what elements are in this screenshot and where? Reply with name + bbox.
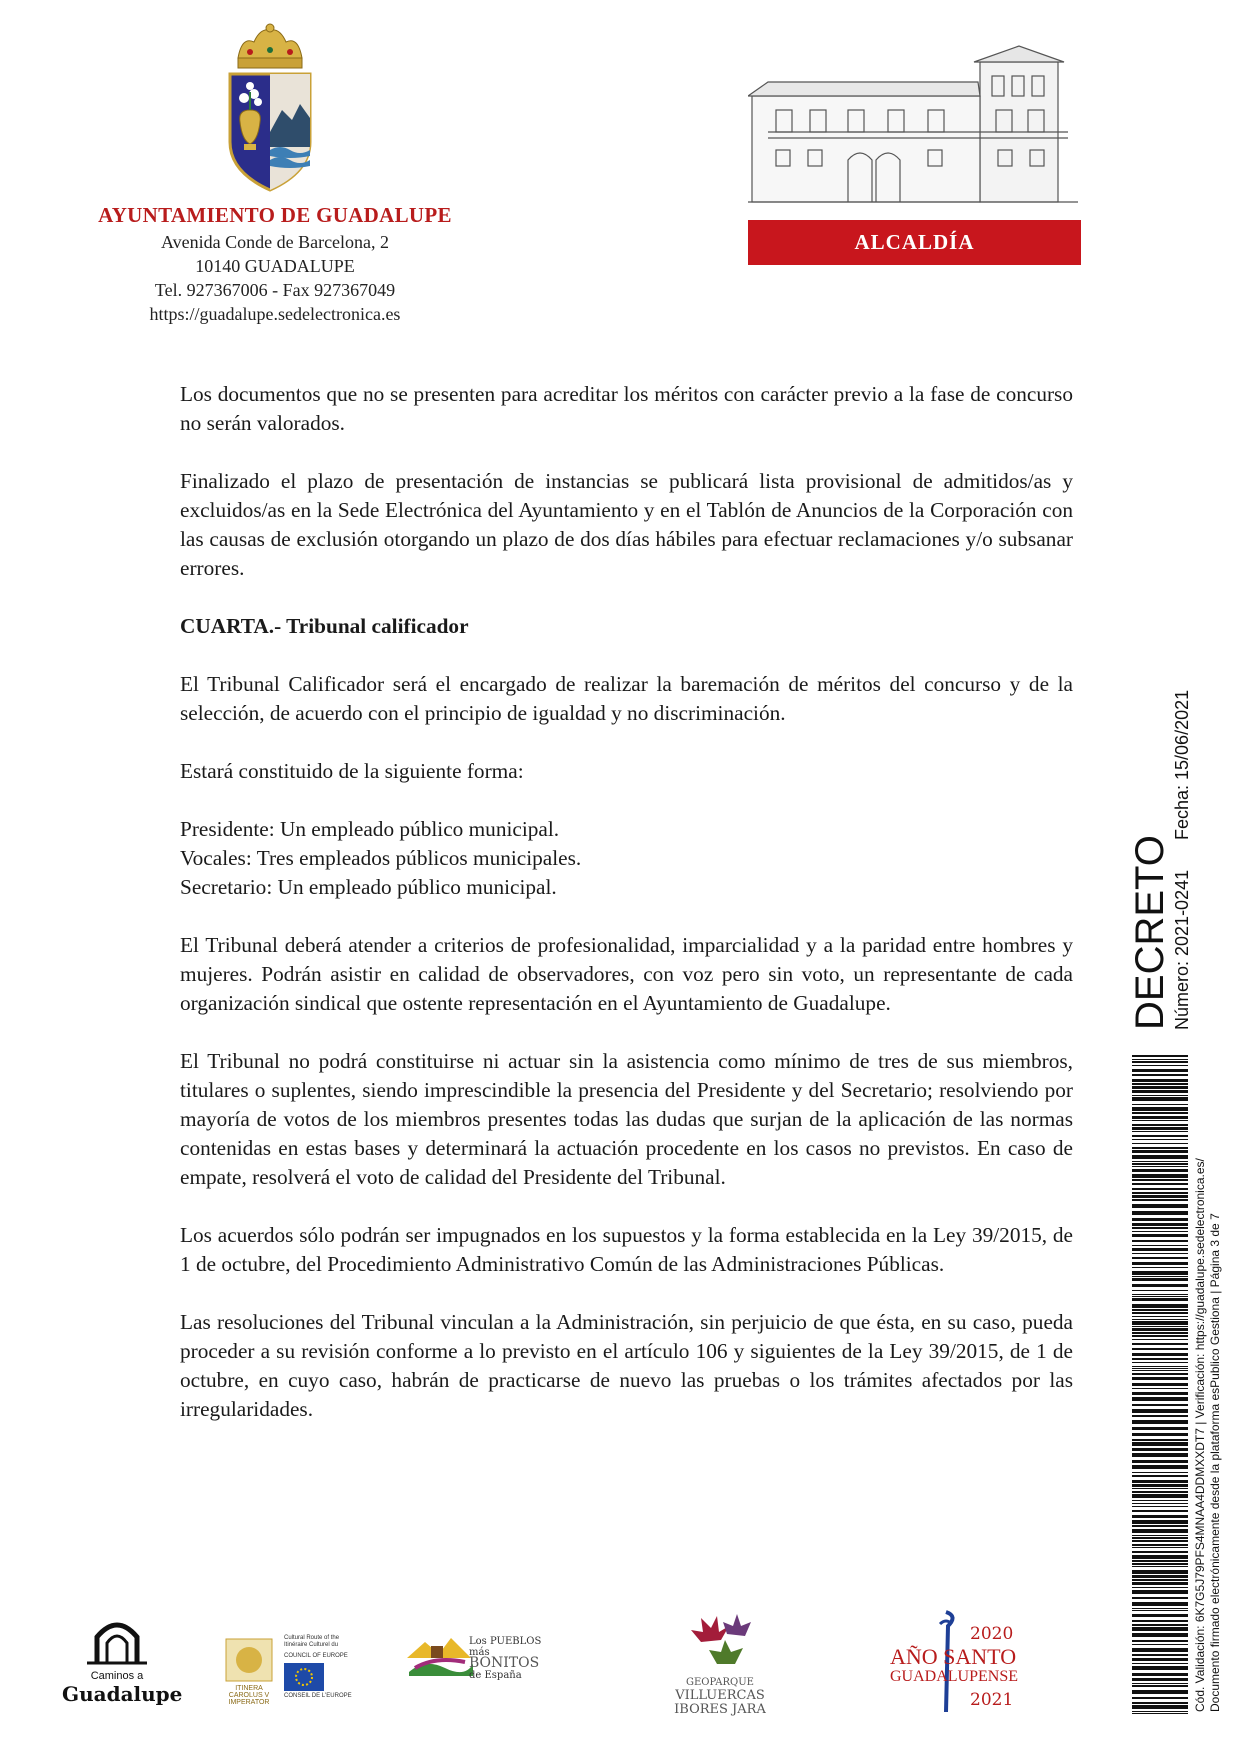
department-banner: ALCALDÍA [748, 220, 1081, 265]
cultural-route-line2: Itinéraire Culturel du [284, 1642, 339, 1648]
paragraph-resolutions: Las resoluciones del Tribunal vinculan a la Administración, sin perjuicio de que ésta, en su caso, pueda proceder a su revisión conforme a lo previsto en el artículo 106 y siguientes de la Ley 39/2015, de 1 de octubre, en cuyo caso, habrán de practicarse de nuevo las pruebas o los trámites afectados por las irregularidades. [180, 1310, 1073, 1421]
ano-santo-line1: AÑO SANTO [890, 1644, 1017, 1669]
pueblos-line2: BONITOS [469, 1655, 540, 1671]
decree-number: Número: 2021-0241 [1172, 869, 1192, 1030]
organization-name: AYUNTAMIENTO DE GUADALUPE [98, 203, 452, 227]
paragraph-criteria: El Tribunal deberá atender a criterios de profesionalidad, imparcialidad y a la paridad entre hombres y mujeres. Podrán asistir en calidad de observadores, con voz pero sin voto, un representante de cada organización sindical que ostente representación en el Ayuntamiento de Guadalupe. [180, 933, 1073, 1015]
decree-date: Fecha: 15/06/2021 [1172, 689, 1192, 840]
section-heading: CUARTA.- Tribunal calificador [180, 614, 469, 638]
member-president: Presidente: Un empleado público municipal. [180, 817, 560, 841]
phone-line: Tel. 927367006 - Fax 927367049 [154, 280, 396, 300]
caminos-a-guadalupe-logo [62, 1615, 183, 1706]
ano-santo-logo [880, 1608, 1030, 1718]
caminos-line1: Caminos a [90, 1670, 144, 1682]
member-list [180, 815, 1073, 902]
cultural-route-line1: Cultural Route of the [284, 1635, 340, 1641]
paragraph-quorum: El Tribunal no podrá constituirse ni actuar sin la asistencia como mínimo de tres de sus miembros, titulares o suplentes, siendo imprescindible la presencia del Presidente y del Secretario; resolviendo por mayoría de votos de los miembros presentes todas las dudas que surjan de la aplicación de las normas contenidas en estas bases y determinará la actuación procedente en los casos no previstos. En caso de empate, resolverá el voto de calidad del Presidente del Tribunal. [180, 1049, 1073, 1189]
city-line: 10140 GUADALUPE [195, 256, 355, 276]
signature-platform-note: Documento firmado electrónicamente desde la plataforma esPublico Gestiona | Página 3 de 7 [1208, 1213, 1222, 1712]
iter-line2: CAROLUS V [228, 1692, 270, 1699]
address-line: Avenida Conde de Barcelona, 2 [160, 232, 390, 252]
year-end: 2021 [970, 1690, 1014, 1710]
document-body [180, 380, 1073, 1453]
leaves-icon [687, 1612, 757, 1670]
year-start: 2020 [970, 1624, 1014, 1644]
carolus-emblem-icon [222, 1635, 276, 1685]
council-fr: CONSEIL DE L'EUROPE [284, 1693, 352, 1699]
geoparque-logo [665, 1612, 775, 1717]
ano-santo-line2: GUADALUPENSE [890, 1668, 1018, 1685]
pueblos-line3: de España [469, 1670, 522, 1681]
iter-line3: IMPERATOR [228, 1699, 270, 1706]
website-line: https://guadalupe.sedelectronica.es [149, 304, 401, 324]
paragraph-provisional-list: Finalizado el plazo de presentación de instancias se publicará lista provisional de admitidos/as y excluidos/as en la Sede Electrónica del Ayuntamiento y en el Tablón de Anuncios de la Corporación con las causas de exclusión otorgando un plazo de dos días hábiles para efectuar reclamaciones y/o subsanar errores. [180, 469, 1073, 580]
coat-of-arms-icon [220, 22, 320, 202]
paragraph-tribunal: El Tribunal Calificador será el encargado de realizar la baremación de méritos del concurso y de la selección, de acuerdo con el principio de igualdad y no discriminación. [180, 672, 1073, 725]
arch-icon [62, 1615, 172, 1665]
paragraph-merits: Los documentos que no se presenten para acreditar los méritos con carácter previo a la fase de concurso no serán valorados. [180, 382, 1073, 435]
carolus-route-logo [222, 1635, 352, 1705]
town-hall-building-icon [748, 40, 1078, 215]
barcode-icon [1132, 1055, 1188, 1715]
verification-code: Cód. Validación: 6K7G5J79PFS4MNAA4DDMXXDT7 | Verificación: https://guadalupe.sedelectronica.es/ [1193, 1158, 1207, 1712]
paragraph-appeals: Los acuerdos sólo podrán ser impugnados en los supuestos y la forma establecida en la Ley 39/2015, de 1 de octubre, del Procedimiento Administrativo Común de las Administraciones Públicas. [180, 1223, 1073, 1276]
paragraph-constitution: Estará constituido de la siguiente forma: [180, 759, 524, 783]
member-secretary: Secretario: Un empleado público municipal. [180, 875, 557, 899]
geoparque-line1: GEOPARQUE [686, 1677, 754, 1688]
caminos-line2: Guadalupe [62, 1682, 183, 1706]
council-of-europe-flag-icon [284, 1663, 324, 1691]
geoparque-line2: VILLUERCAS [675, 1688, 765, 1703]
village-icon [405, 1628, 475, 1678]
pueblos-bonitos-logo [405, 1628, 555, 1688]
decree-title: DECRETO [1128, 835, 1172, 1030]
geoparque-line3: IBORES JARA [674, 1702, 766, 1717]
pueblos-line1: Los PUEBLOS más [469, 1636, 542, 1658]
member-vocales: Vocales: Tres empleados públicos municipales. [180, 846, 582, 870]
iter-line1: ITINERA [235, 1685, 263, 1692]
council-en: COUNCIL OF EUROPE [284, 1653, 348, 1659]
